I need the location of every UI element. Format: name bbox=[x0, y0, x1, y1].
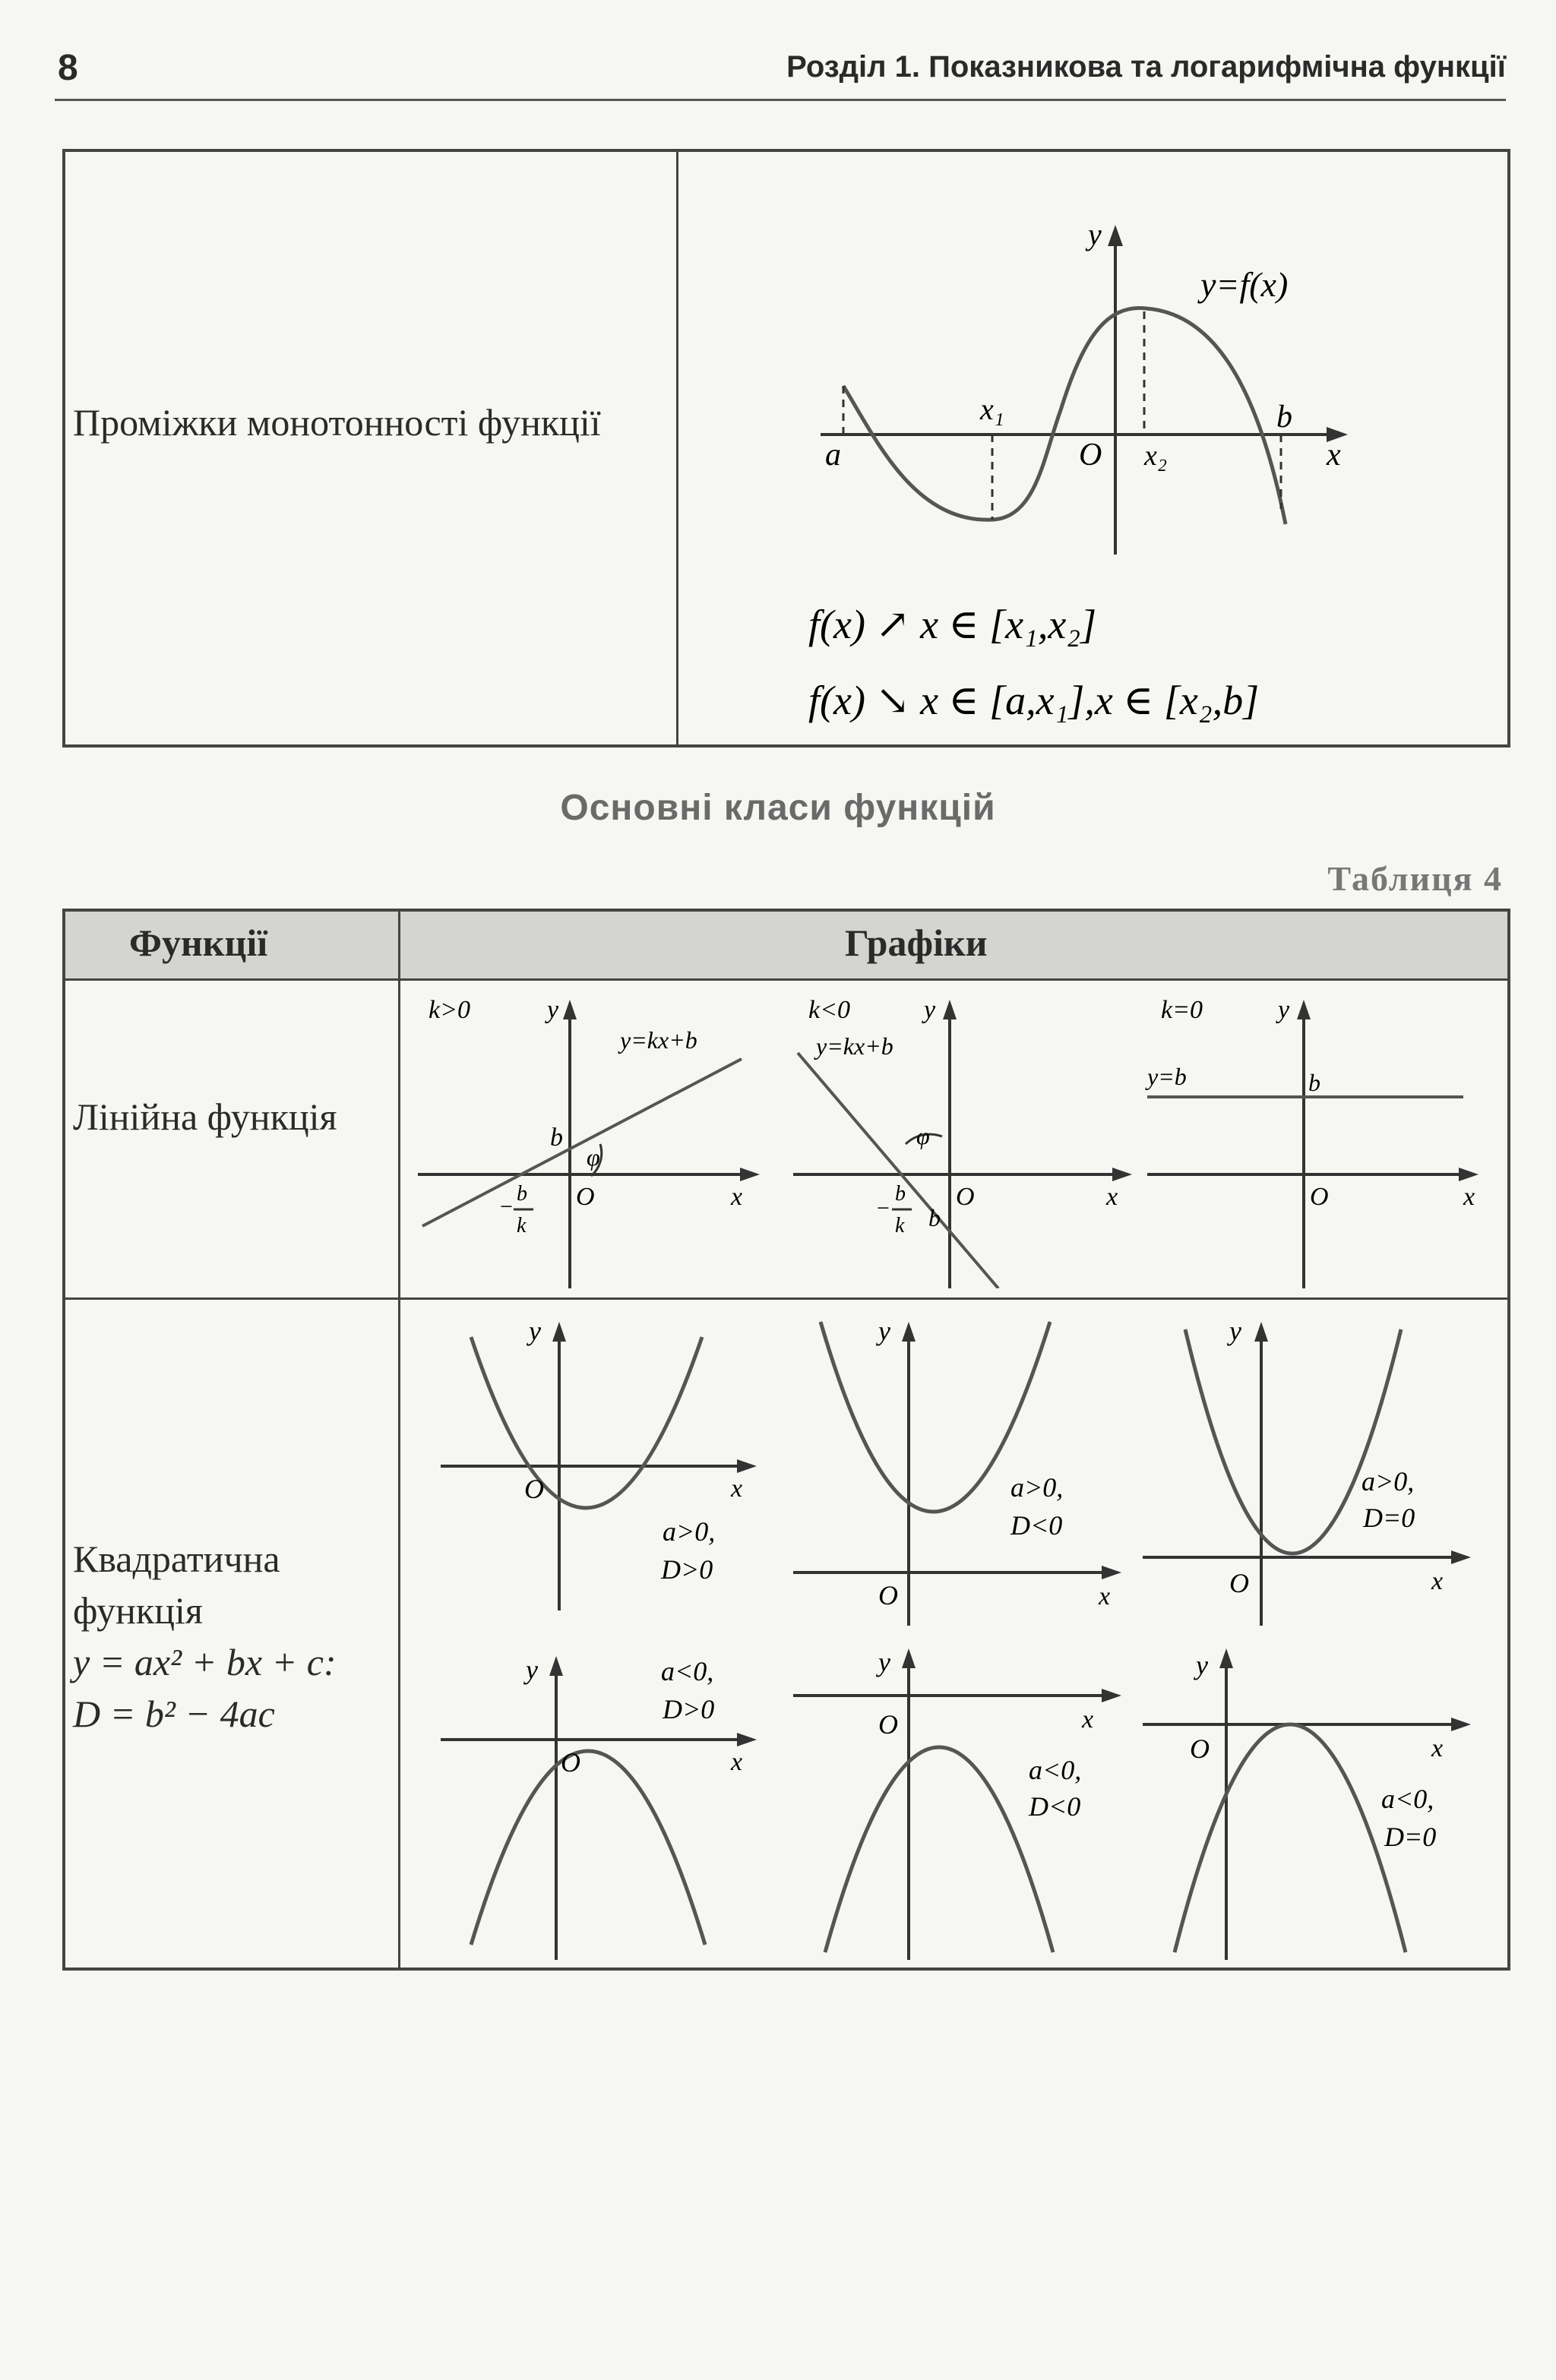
phi-label: φ bbox=[587, 1143, 600, 1171]
y-arrow-icon bbox=[549, 1656, 563, 1676]
x-label: x bbox=[1082, 1705, 1094, 1734]
d-condition: D>0 bbox=[661, 1554, 713, 1585]
phi-label: φ bbox=[916, 1122, 930, 1149]
x-label: x bbox=[1106, 1183, 1118, 1211]
y-arrow-icon bbox=[902, 1648, 916, 1668]
parabola-up-one-root bbox=[1140, 1307, 1497, 1626]
x-arrow-icon bbox=[1451, 1550, 1471, 1564]
y-label: y bbox=[1278, 996, 1290, 1024]
column-divider bbox=[398, 909, 400, 1971]
a-condition: a<0, bbox=[661, 1656, 714, 1686]
y-arrow-icon bbox=[552, 1322, 566, 1342]
y-arrow-icon bbox=[1297, 1000, 1311, 1019]
header-functions: Функції bbox=[129, 921, 268, 964]
origin-label: O bbox=[1229, 1568, 1249, 1598]
equation-label: y=kx+b bbox=[816, 1032, 893, 1060]
function-curve bbox=[843, 308, 1286, 524]
origin-label: O bbox=[878, 1580, 898, 1610]
increasing-formula: f(x) ↗ x ∈ [x₁,x₂] bbox=[808, 602, 1097, 647]
quadratic-formula: y = ax² + bx + c: bbox=[73, 1641, 337, 1683]
origin-label: O bbox=[561, 1747, 580, 1778]
quadratic-label-line2: функція bbox=[73, 1589, 203, 1632]
origin-label: O bbox=[576, 1183, 595, 1211]
x-axis-label: x bbox=[1327, 438, 1341, 473]
condition-label: k<0 bbox=[808, 996, 851, 1024]
y-label: y bbox=[924, 996, 936, 1024]
a-condition: a>0, bbox=[663, 1516, 716, 1547]
parabola-down-no-roots bbox=[783, 1633, 1140, 1960]
y-arrow-icon bbox=[1254, 1322, 1268, 1342]
table-label: Таблиця 4 bbox=[1327, 859, 1503, 898]
x-label: x bbox=[1431, 1567, 1444, 1595]
header-rule bbox=[55, 99, 1506, 101]
x-arrow-icon bbox=[1459, 1168, 1479, 1181]
d-condition: D<0 bbox=[1029, 1791, 1081, 1822]
d-condition: D>0 bbox=[663, 1694, 715, 1724]
x-arrow-icon bbox=[1102, 1566, 1121, 1579]
origin-label: O bbox=[1310, 1183, 1329, 1211]
parabola bbox=[471, 1751, 705, 1945]
x-arrow-icon bbox=[740, 1168, 760, 1181]
x2-label: x₂ bbox=[1144, 440, 1168, 472]
a-condition: a<0, bbox=[1029, 1755, 1082, 1785]
y-arrow-icon bbox=[563, 1000, 577, 1019]
x-arrow-icon bbox=[737, 1733, 757, 1746]
section-title: Основні класи функцій bbox=[560, 788, 996, 828]
x-label: x bbox=[1463, 1183, 1475, 1211]
fraction-denominator: k bbox=[895, 1214, 905, 1237]
d-condition: D<0 bbox=[1010, 1510, 1063, 1541]
condition-label: k>0 bbox=[429, 996, 471, 1024]
fraction-denominator: k bbox=[517, 1214, 527, 1237]
row-separator bbox=[62, 1297, 1510, 1300]
fraction-numerator: b bbox=[895, 1182, 906, 1206]
page-number: 8 bbox=[58, 48, 78, 88]
monotonicity-divider bbox=[676, 149, 678, 748]
parabola-down-one-root bbox=[1140, 1633, 1497, 1960]
x-arrow-icon bbox=[1112, 1168, 1132, 1181]
decreasing-formula: f(x) ↘ x ∈ [a,x₁],x ∈ [x₂,b] bbox=[808, 678, 1260, 723]
y-label: y bbox=[1229, 1316, 1241, 1346]
linear-graph-k-negative bbox=[783, 985, 1140, 1288]
y-label: y bbox=[547, 996, 559, 1024]
parabola-up-no-roots bbox=[783, 1307, 1140, 1626]
x-label: x bbox=[1431, 1734, 1444, 1762]
monotonicity-label: Проміжки монотонності функції bbox=[73, 401, 601, 444]
x-label: x bbox=[731, 1748, 743, 1776]
x1-label: x₁ bbox=[980, 392, 1004, 426]
monotonicity-graph bbox=[679, 152, 1507, 744]
equation-label: y=b bbox=[1147, 1063, 1187, 1090]
quadratic-label bbox=[73, 1533, 407, 1740]
d-condition: D=0 bbox=[1384, 1822, 1437, 1852]
b-label: b bbox=[1276, 400, 1292, 435]
x-arrow-icon bbox=[737, 1459, 757, 1473]
x-label: x bbox=[731, 1474, 743, 1503]
header-graphs: Графіки bbox=[845, 921, 988, 964]
y-arrow-icon bbox=[1108, 225, 1123, 246]
b-label: b bbox=[1308, 1069, 1320, 1096]
header-separator bbox=[62, 978, 1510, 981]
linear-graph-k-positive bbox=[410, 985, 767, 1288]
discriminant-formula: D = b² − 4ac bbox=[73, 1693, 275, 1735]
y-axis-label: y bbox=[1088, 217, 1102, 251]
a-condition: a<0, bbox=[1381, 1784, 1434, 1814]
equation-label: y=kx+b bbox=[620, 1026, 697, 1054]
minus-sign: − bbox=[875, 1196, 891, 1221]
origin-label: O bbox=[1079, 438, 1102, 473]
y-label: y bbox=[529, 1316, 541, 1346]
origin-label: O bbox=[956, 1183, 975, 1211]
y-arrow-icon bbox=[1219, 1648, 1233, 1668]
parabola bbox=[471, 1337, 702, 1508]
a-condition: a>0, bbox=[1362, 1466, 1415, 1497]
y-label: y bbox=[878, 1316, 890, 1346]
origin-label: O bbox=[1190, 1734, 1210, 1764]
chapter-title: Розділ 1. Показникова та логарифмічна функції bbox=[786, 50, 1506, 84]
origin-label: O bbox=[878, 1709, 898, 1740]
x-arrow-icon bbox=[1102, 1689, 1121, 1702]
a-label: a bbox=[825, 438, 841, 473]
d-condition: D=0 bbox=[1363, 1503, 1415, 1533]
fraction-numerator: b bbox=[517, 1182, 527, 1206]
parabola-down-two-roots bbox=[425, 1633, 775, 1960]
linear-graph-k-zero bbox=[1140, 985, 1497, 1288]
minus-sign: − bbox=[498, 1194, 514, 1219]
condition-label: k=0 bbox=[1161, 996, 1203, 1024]
b-label: b bbox=[928, 1204, 941, 1231]
y-arrow-icon bbox=[943, 1000, 957, 1019]
x-arrow-icon bbox=[1451, 1718, 1471, 1731]
y-label: y bbox=[878, 1647, 890, 1677]
linear-label: Лінійна функція bbox=[73, 1095, 337, 1138]
y-label: y bbox=[1196, 1650, 1208, 1680]
parabola-up-two-roots bbox=[425, 1307, 775, 1626]
b-label: b bbox=[550, 1124, 563, 1152]
parabola bbox=[825, 1747, 1053, 1952]
function-label: y=f(x) bbox=[1200, 265, 1289, 304]
y-label: y bbox=[526, 1655, 538, 1685]
origin-label: O bbox=[524, 1474, 544, 1504]
y-arrow-icon bbox=[902, 1322, 916, 1342]
x-label: x bbox=[731, 1183, 743, 1211]
quadratic-label-line1: Квадратична bbox=[73, 1538, 280, 1580]
a-condition: a>0, bbox=[1010, 1472, 1064, 1503]
line-graph bbox=[798, 1053, 998, 1288]
x-label: x bbox=[1099, 1582, 1111, 1610]
